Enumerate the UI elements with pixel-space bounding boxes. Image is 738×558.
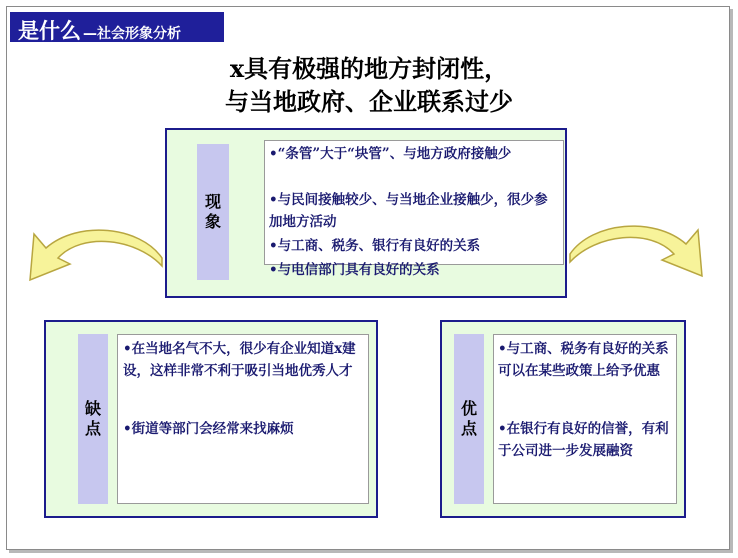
slide-title-line-2: 与当地政府、企业联系过少 (225, 87, 513, 116)
slide-title-line-1: x具有极强的地方封闭性， (229, 54, 509, 83)
phenomenon-item-1: •“条管”大于“块管”、与地方政府接触少 (269, 146, 512, 162)
phenomenon-label: 现象 (204, 192, 221, 231)
disadvantages-item-1: •在当地名气不大，很少有企业知道x建设，这样非常不利于吸引当地优秀人才 (123, 341, 356, 379)
advantages-item-2: •在银行有良好的信誉，有利于公司进一步发展融资 (498, 421, 669, 459)
advantages-item-1: •与工商、税务有良好的关系可以在某些政策上给予优惠 (498, 341, 669, 379)
disadvantages-label-strip (78, 334, 108, 504)
disadvantages-panel (44, 320, 378, 518)
phenomenon-panel (165, 128, 567, 298)
slide-title (0, 52, 738, 118)
advantages-label-strip (454, 334, 484, 504)
advantages-panel (440, 320, 686, 518)
phenomenon-label-strip (197, 144, 229, 280)
phenomenon-item-4: •与电信部门具有良好的关系 (269, 262, 440, 278)
phenomenon-item-3: •与工商、税务、银行有良好的关系 (269, 238, 481, 254)
phenomenon-item-2: •与民间接触较少、与当地企业接触少，很少参加地方活动 (269, 192, 548, 230)
section-header-subtitle: —社会形象分析 (83, 26, 181, 42)
disadvantages-item-2: •街道等部门会经常来找麻烦 (123, 421, 294, 437)
section-header (10, 12, 224, 42)
curved-arrow-right-icon (568, 224, 718, 290)
section-header-title: 是什么 (18, 19, 81, 43)
curved-arrow-left-icon (14, 228, 164, 294)
advantages-label: 优点 (460, 399, 477, 438)
disadvantages-label: 缺点 (84, 399, 101, 438)
